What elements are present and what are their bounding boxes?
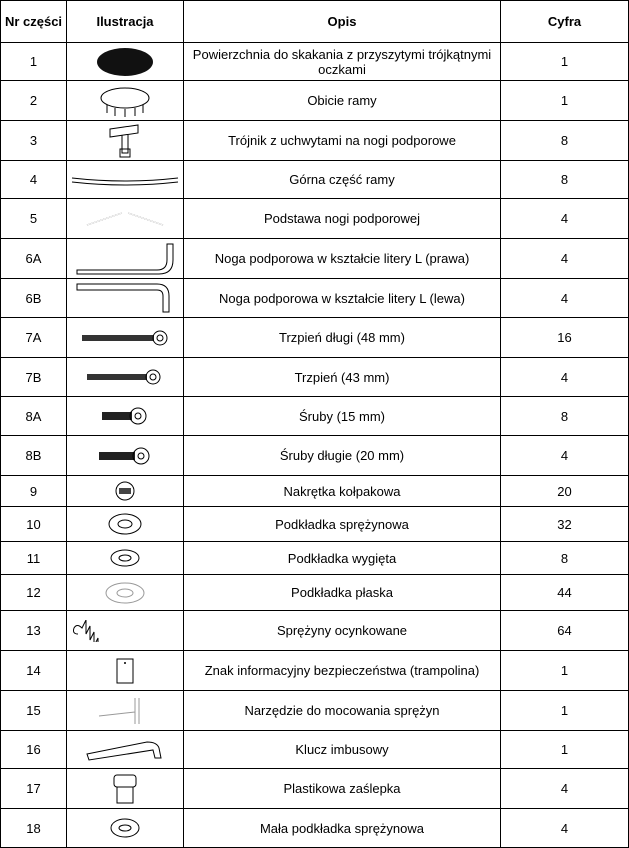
- part-number: 6B: [1, 279, 67, 318]
- part-quantity: 1: [501, 691, 629, 731]
- part-quantity: 8: [501, 542, 629, 575]
- part-number: 4: [1, 161, 67, 199]
- spring-tool-icon: [69, 696, 181, 726]
- part-description: Plastikowa zaślepka: [184, 769, 501, 809]
- part-illustration: [67, 731, 184, 769]
- part-illustration: [67, 542, 184, 575]
- part-number: 9: [1, 476, 67, 507]
- table-row: [1, 318, 629, 358]
- top-rail-icon: [69, 174, 181, 186]
- part-illustration: [67, 436, 184, 476]
- table-row: [1, 542, 629, 575]
- curved-washer-icon: [69, 547, 181, 569]
- part-illustration: [67, 611, 184, 651]
- table-row: [1, 575, 629, 611]
- part-number: 11: [1, 542, 67, 575]
- part-quantity: 4: [501, 358, 629, 397]
- part-number: 8A: [1, 397, 67, 436]
- part-quantity: 1: [501, 81, 629, 121]
- table-row: [1, 397, 629, 436]
- part-quantity: 8: [501, 397, 629, 436]
- table-row: [1, 611, 629, 651]
- table-row: [1, 121, 629, 161]
- part-description: Noga podporowa w kształcie litery L (prawa): [184, 239, 501, 279]
- frame-pad-icon: [69, 85, 181, 117]
- part-illustration: [67, 575, 184, 611]
- part-description: Podkładka wygięta: [184, 542, 501, 575]
- part-description: Podkładka sprężynowa: [184, 507, 501, 542]
- part-quantity: 1: [501, 651, 629, 691]
- l-leg-left-icon: [69, 281, 181, 315]
- table-row: [1, 239, 629, 279]
- part-illustration: [67, 507, 184, 542]
- table-header: [1, 1, 629, 43]
- part-illustration: [67, 318, 184, 358]
- part-description: Górna część ramy: [184, 161, 501, 199]
- part-number: 5: [1, 199, 67, 239]
- spring-icon: [69, 620, 181, 642]
- table-row: [1, 476, 629, 507]
- part-illustration: [67, 279, 184, 318]
- table-row: [1, 691, 629, 731]
- part-description: Trójnik z uchwytami na nogi podporowe: [184, 121, 501, 161]
- part-description: Śruby (15 mm): [184, 397, 501, 436]
- part-description: Sprężyny ocynkowane: [184, 611, 501, 651]
- part-description: Noga podporowa w kształcie litery L (lewa): [184, 279, 501, 318]
- part-number: 8B: [1, 436, 67, 476]
- part-description: Narzędzie do mocowania sprężyn: [184, 691, 501, 731]
- part-quantity: 16: [501, 318, 629, 358]
- header-quantity: Cyfra: [501, 1, 629, 43]
- part-quantity: 44: [501, 575, 629, 611]
- table-row: [1, 43, 629, 81]
- part-description: Trzpień (43 mm): [184, 358, 501, 397]
- part-illustration: [67, 691, 184, 731]
- part-description: Klucz imbusowy: [184, 731, 501, 769]
- header-description: Opis: [184, 1, 501, 43]
- part-quantity: 4: [501, 809, 629, 848]
- part-number: 16: [1, 731, 67, 769]
- part-illustration: [67, 476, 184, 507]
- flat-washer-icon: [69, 580, 181, 606]
- table-row: [1, 358, 629, 397]
- allen-key-icon: [69, 738, 181, 762]
- part-description: Śruby długie (20 mm): [184, 436, 501, 476]
- header-illustration: Ilustracja: [67, 1, 184, 43]
- part-number: 13: [1, 611, 67, 651]
- table-row: [1, 731, 629, 769]
- table-row: [1, 769, 629, 809]
- part-illustration: [67, 81, 184, 121]
- t-connector-icon: [69, 123, 181, 159]
- part-description: Podkładka płaska: [184, 575, 501, 611]
- part-illustration: [67, 161, 184, 199]
- part-number: 17: [1, 769, 67, 809]
- part-number: 3: [1, 121, 67, 161]
- part-number: 7B: [1, 358, 67, 397]
- table-row: [1, 161, 629, 199]
- part-quantity: 1: [501, 731, 629, 769]
- part-description: Podstawa nogi podporowej: [184, 199, 501, 239]
- part-number: 18: [1, 809, 67, 848]
- part-illustration: [67, 769, 184, 809]
- part-quantity: 4: [501, 199, 629, 239]
- screw-icon: [69, 407, 181, 425]
- bolt-icon: [69, 369, 181, 385]
- part-illustration: [67, 809, 184, 848]
- part-quantity: 4: [501, 436, 629, 476]
- part-quantity: 64: [501, 611, 629, 651]
- part-number: 15: [1, 691, 67, 731]
- table-row: [1, 809, 629, 848]
- table-row: [1, 81, 629, 121]
- part-illustration: [67, 397, 184, 436]
- part-number: 2: [1, 81, 67, 121]
- table-row: [1, 199, 629, 239]
- jumping-mat-icon: [69, 47, 181, 77]
- small-spring-washer-icon: [69, 816, 181, 840]
- part-description: Znak informacyjny bezpieczeństwa (trampolina): [184, 651, 501, 691]
- part-quantity: 8: [501, 161, 629, 199]
- part-quantity: 4: [501, 769, 629, 809]
- part-quantity: 1: [501, 43, 629, 81]
- part-quantity: 20: [501, 476, 629, 507]
- part-illustration: [67, 651, 184, 691]
- part-description: Mała podkładka sprężynowa: [184, 809, 501, 848]
- part-description: Powierzchnia do skakania z przyszytymi trójkątnymi oczkami: [184, 43, 501, 81]
- part-description: Nakrętka kołpakowa: [184, 476, 501, 507]
- part-illustration: [67, 358, 184, 397]
- header-nr: Nr części: [1, 1, 67, 43]
- spring-washer-icon: [69, 511, 181, 537]
- long-bolt-icon: [69, 330, 181, 346]
- long-screw-icon: [69, 447, 181, 465]
- part-number: 10: [1, 507, 67, 542]
- table-row: [1, 279, 629, 318]
- table-row: [1, 507, 629, 542]
- part-number: 7A: [1, 318, 67, 358]
- l-leg-right-icon: [69, 242, 181, 276]
- plastic-cap-icon: [69, 772, 181, 806]
- leg-base-icon: [69, 209, 181, 229]
- safety-label-icon: [69, 657, 181, 685]
- part-quantity: 32: [501, 507, 629, 542]
- cap-nut-icon: [69, 480, 181, 502]
- part-number: 1: [1, 43, 67, 81]
- part-quantity: 8: [501, 121, 629, 161]
- part-number: 12: [1, 575, 67, 611]
- part-illustration: [67, 121, 184, 161]
- part-quantity: 4: [501, 239, 629, 279]
- part-illustration: [67, 199, 184, 239]
- part-illustration: [67, 43, 184, 81]
- part-description: Trzpień długi (48 mm): [184, 318, 501, 358]
- part-illustration: [67, 239, 184, 279]
- part-number: 14: [1, 651, 67, 691]
- table-row: [1, 651, 629, 691]
- table-row: [1, 436, 629, 476]
- part-description: Obicie ramy: [184, 81, 501, 121]
- part-quantity: 4: [501, 279, 629, 318]
- part-number: 6A: [1, 239, 67, 279]
